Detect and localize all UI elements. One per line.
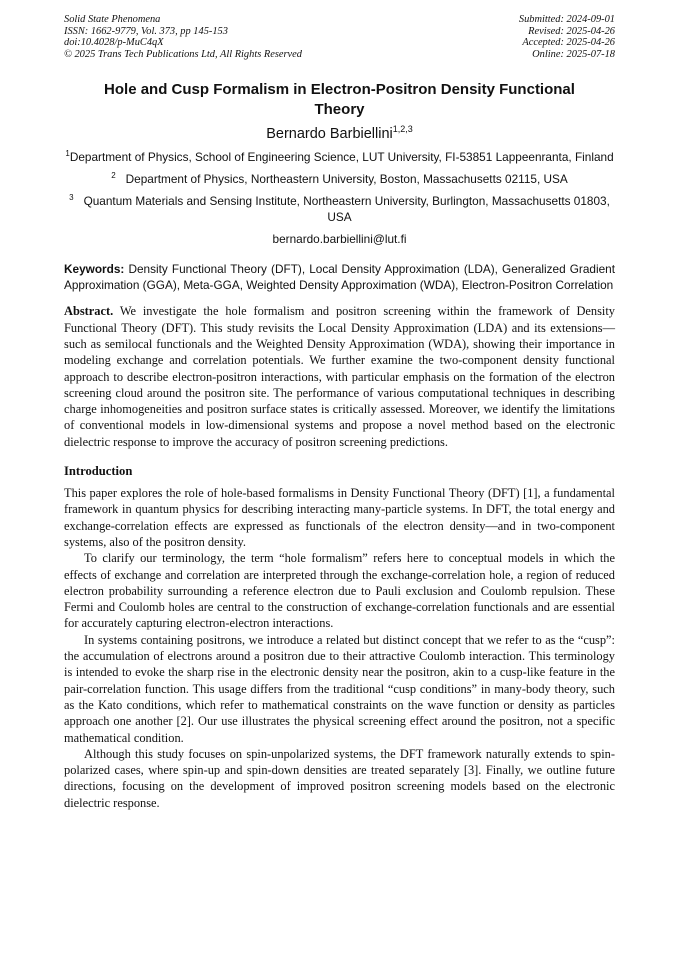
keywords — [64, 261, 615, 293]
intro-paragraph-3: In systems containing positrons, we introduce a related but distinct concept that we refer to as the “cusp”: the accumulation of electrons around a positron due to their attractive Coulomb interaction. This terminology is intended to evoke the sharp rise in the electronic density near the positron, akin to a cusp-like feature in the pair-correlation function. This usage differs from the traditional “cusp conditions” in many-body theory, such as the Kato conditions, which refer to mathematical constraints on the wave function or density as particles approach one another [2]. Our use illustrates the physical screening effect around the positron, not a specific mathematical condition. — [64, 632, 615, 745]
submitted-date: Submitted: 2024-09-01 — [518, 14, 615, 25]
author-email: bernardo.barbiellini@lut.fi — [272, 232, 407, 247]
affiliation-2-number: 2 — [111, 171, 116, 181]
doi-line: doi:10.4028/p-MuC4qX — [64, 37, 164, 49]
keywords-text: Density Functional Theory (DFT), Local Density Approximation (LDA), Generalized Gradient Approximation (GGA), Meta-GGA, Weighted Density Approximation (WDA), Electron-Positron Correlation — [64, 262, 615, 293]
online-date: Online: 2025-07-18 — [532, 48, 615, 60]
journal-header — [64, 14, 615, 60]
intro-paragraph-1: This paper explores the role of hole-based formalisms in Density Functional Theory (DFT) [1], a fundamental framework in quantum physics for describing interacting many-particle systems. In DFT, the total energy and exchange-correlation effects are expressed as functionals of the electron density—and in two-component systems, also of the positron density. — [64, 486, 615, 549]
affiliation-1-text: Department of Physics, School of Engineering Science, LUT University, FI-53851 Lappeenranta, Finland — [69, 150, 614, 165]
intro-paragraph-4: Although this study focuses on spin-unpolarized systems, the DFT framework naturally extends to spin-polarized cases, where spin-up and spin-down densities are treated separately [3]. Finally, we outline future directions, focusing on the development of improved positron screening models based on the electronic dielectric response. — [64, 746, 615, 810]
affiliation-3-text: Quantum Materials and Sensing Institute, Northeastern University, Burlington, Massachusetts 01803, USA — [83, 194, 610, 225]
journal-name: Solid State Phenomena — [64, 14, 161, 25]
paper-page — [64, 14, 615, 811]
paper-title: Hole and Cusp Formalism in Electron-Positron Density Functional Theory — [104, 81, 575, 119]
issn-line: ISSN: 1662-9779, Vol. 373, pp 145-153 — [64, 25, 228, 37]
affiliation-1 — [64, 149, 615, 165]
affiliation-1-number: 1 — [65, 149, 70, 159]
affiliation-2 — [64, 171, 615, 187]
dates-info — [519, 14, 615, 60]
author-affiliation-marks: 1,2,3 — [392, 124, 413, 135]
affiliation-3-number: 3 — [69, 193, 74, 203]
author-line — [64, 125, 615, 143]
abstract-label: Abstract. — [64, 304, 114, 319]
revised-date: Revised: 2025-04-26 — [528, 25, 615, 37]
abstract-text: We investigate the hole formalism and positron screening within the framework of Density Functional Theory (DFT). This study revisits the Local Density Approximation (LDA) and its extensions—such as semilocal functionals and the Weighted Density Approximation (WDA), showing their importance in modeling exchange and correlation potentials. We further examine the two-component density functional approach to describe electron-positron interactions, with particular emphasis on the formation of the electron screening cloud around the positron site. The performance of various computational techniques in describing charge inhomogeneities and positron surface states is critically assessed. Moreover, we identify the limitations of conventional models in low-dimensional systems and propose a novel method based on the electronic dielectric response to improve the accuracy of positron screening predictions. — [64, 304, 615, 449]
copyright-line: © 2025 Trans Tech Publications Ltd, All Rights Reserved — [64, 48, 302, 60]
keywords-label: Keywords: — [64, 262, 125, 277]
author-name: Bernardo Barbiellini — [266, 126, 393, 143]
introduction-heading: Introduction — [64, 464, 133, 479]
accepted-date: Accepted: 2025-04-26 — [522, 37, 615, 49]
affiliation-3 — [64, 193, 615, 225]
abstract — [64, 303, 615, 450]
affiliation-2-text: Department of Physics, Northeastern University, Boston, Massachusetts 02115, USA — [125, 172, 568, 187]
intro-paragraph-2: To clarify our terminology, the term “hole formalism” refers here to conceptual models in which the effects of exchange and correlation are interpreted through the exchange-correlation hole, a region of reduced electron probability surrounding a reference electron due to Pauli exclusion and Coulomb repulsion. These Fermi and Coulomb holes are central to the construction of exchange-correlation functionals and are essential for accurately capturing electron-electron interactions. — [64, 551, 615, 631]
journal-info — [64, 14, 302, 60]
